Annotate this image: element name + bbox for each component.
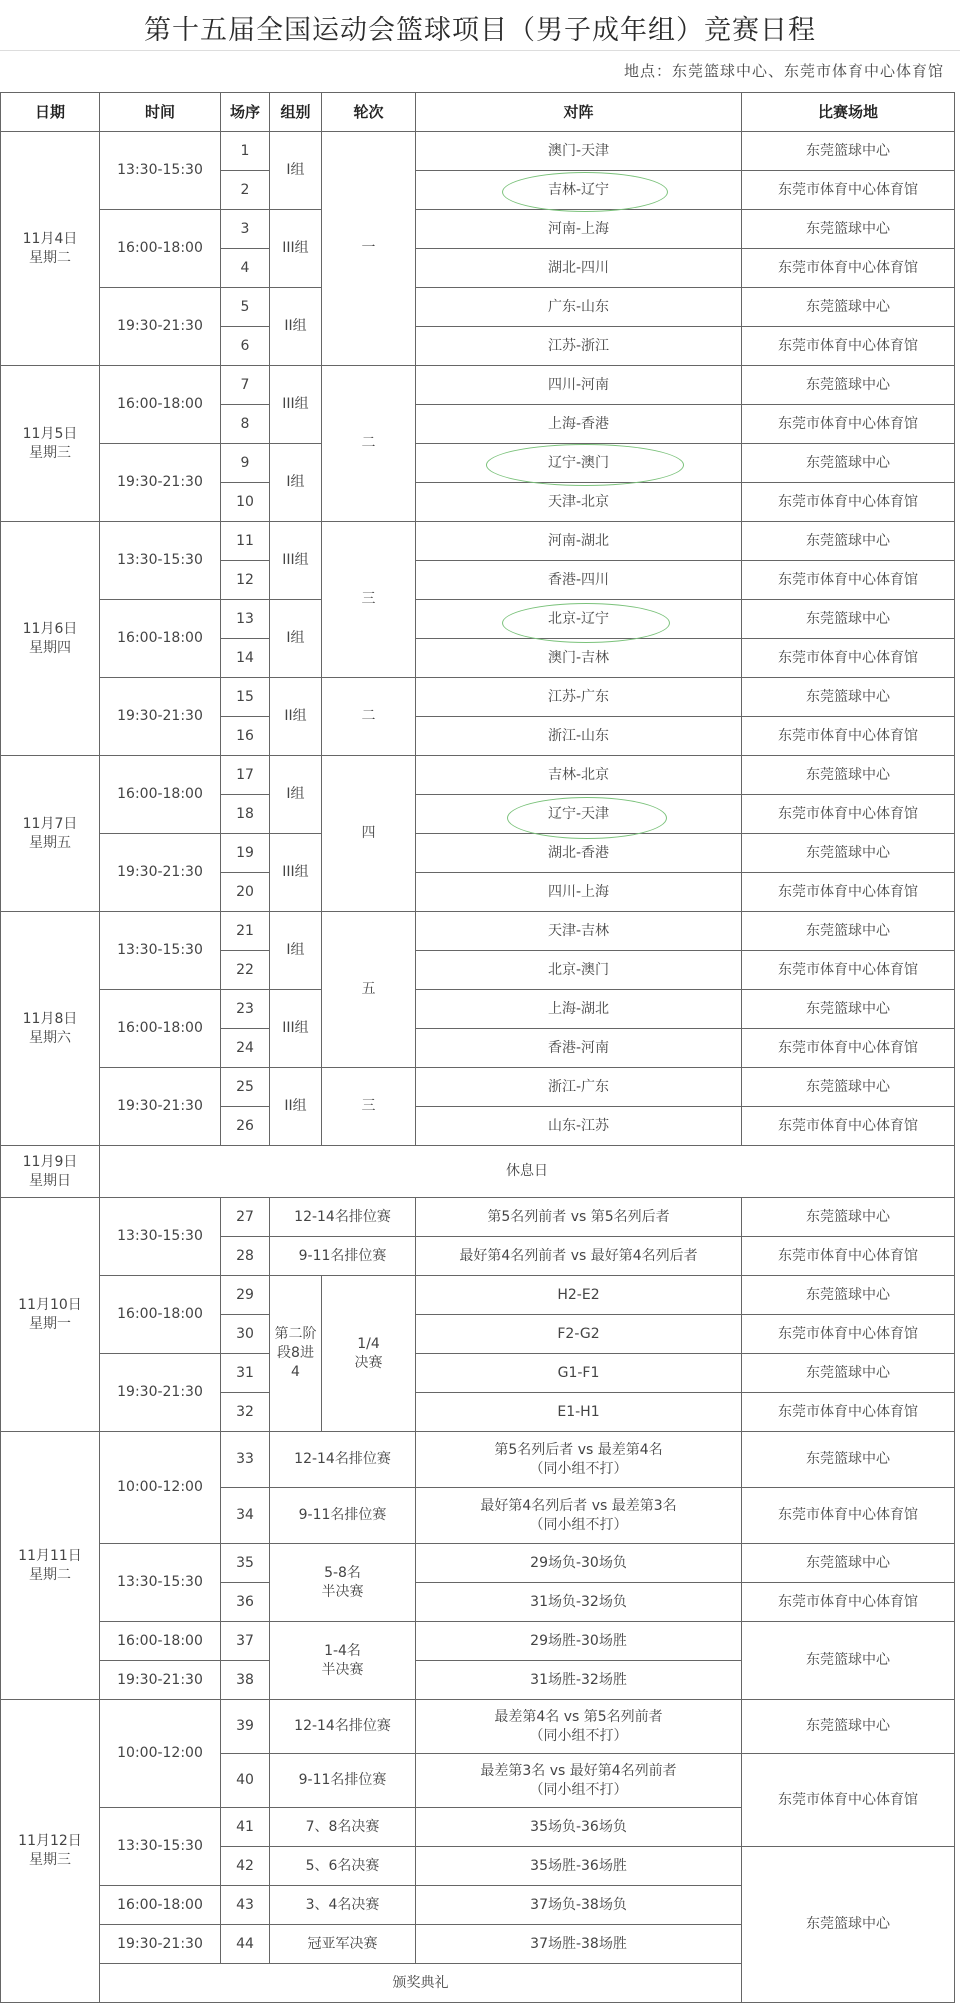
time-cell: 19:30-21:30 [100,678,221,756]
venue: 东莞篮球中心 [742,210,955,249]
col-header-game-no: 场序 [221,93,270,132]
matchup: 湖北-香港 [416,834,742,873]
matchup: 香港-河南 [416,1029,742,1068]
venue: 东莞市体育中心体育馆 [742,171,955,210]
table-row [1,366,955,405]
group-cell: III组 [270,210,322,288]
time-cell: 19:30-21:30 [100,288,221,366]
final-label: 冠亚军决赛 [270,1925,416,1964]
placement-label: 12-14名排位赛 [270,1198,416,1237]
time-cell: 16:00-18:00 [100,210,221,288]
game-no: 4 [221,249,270,288]
table-row [1,678,955,717]
game-no: 40 [221,1754,270,1808]
matchup: 上海-湖北 [416,990,742,1029]
round-cell: 三 [322,1068,416,1146]
matchup: 37场负-38场负 [416,1886,742,1925]
date-cell: 11月12日 星期三 [1,1700,100,2003]
game-no: 32 [221,1393,270,1432]
matchup: 吉林-北京 [416,756,742,795]
game-no: 21 [221,912,270,951]
time-cell: 13:30-15:30 [100,1808,221,1886]
venue: 东莞篮球中心 [742,1198,955,1237]
col-header-round: 轮次 [322,93,416,132]
game-no: 8 [221,405,270,444]
game-no: 35 [221,1544,270,1583]
time-cell: 19:30-21:30 [100,1068,221,1146]
table-row [1,210,955,249]
time-cell: 16:00-18:00 [100,366,221,444]
time-cell: 19:30-21:30 [100,834,221,912]
group-cell: III组 [270,990,322,1068]
venue: 东莞市体育中心体育馆 [742,561,955,600]
time-cell: 13:30-15:30 [100,1198,221,1276]
game-no: 37 [221,1622,270,1661]
venue: 东莞市体育中心体育馆 [742,1583,955,1622]
matchup: 吉林-辽宁 [416,171,742,210]
col-header-venue: 比赛场地 [742,93,955,132]
table-row [1,1622,955,1661]
matchup: 天津-吉林 [416,912,742,951]
table-row [1,132,955,171]
group-cell: II组 [270,678,322,756]
placement-label: 12-14名排位赛 [270,1432,416,1488]
game-no: 31 [221,1354,270,1393]
venue: 东莞市体育中心体育馆 [742,483,955,522]
venue: 东莞市体育中心体育馆 [742,249,955,288]
time-cell: 16:00-18:00 [100,1622,221,1661]
venue: 东莞篮球中心 [742,444,955,483]
matchup: 31场负-32场负 [416,1583,742,1622]
matchup: 河南-湖北 [416,522,742,561]
matchup: 江苏-广东 [416,678,742,717]
matchup: 第5名列前者 vs 第5名列后者 [416,1198,742,1237]
placement-label: 12-14名排位赛 [270,1700,416,1754]
final-label: 5、6名决赛 [270,1847,416,1886]
placement-label: 9-11名排位赛 [270,1237,416,1276]
game-no: 2 [221,171,270,210]
time-cell: 19:30-21:30 [100,444,221,522]
venue: 东莞市体育中心体育馆 [742,405,955,444]
matchup: 辽宁-澳门 [416,444,742,483]
game-no: 17 [221,756,270,795]
date-cell: 11月8日 星期六 [1,912,100,1146]
group-cell: III组 [270,522,322,600]
venue: 东莞篮球中心 [742,756,955,795]
divider [0,50,960,51]
game-no: 29 [221,1276,270,1315]
game-no: 42 [221,1847,270,1886]
game-no: 6 [221,327,270,366]
venue: 东莞篮球中心 [742,1068,955,1107]
table-row [1,834,955,873]
venue: 东莞市体育中心体育馆 [742,951,955,990]
game-no: 11 [221,522,270,561]
round-cell: 一 [322,132,416,366]
matchup: 35场负-36场负 [416,1808,742,1847]
game-no: 43 [221,1886,270,1925]
game-no: 27 [221,1198,270,1237]
time-cell: 16:00-18:00 [100,600,221,678]
location-text: 地点：东莞篮球中心、东莞市体育中心体育馆 [623,62,944,80]
table-row [1,1354,955,1393]
semifinal-label: 5-8名 半决赛 [270,1544,416,1622]
game-no: 13 [221,600,270,639]
time-cell: 16:00-18:00 [100,756,221,834]
game-no: 28 [221,1237,270,1276]
time-cell: 13:30-15:30 [100,132,221,210]
table-row [1,1544,955,1583]
page-title: 第十五届全国运动会篮球项目（男子成年组）竞赛日程 [144,15,816,46]
matchup: H2-E2 [416,1276,742,1315]
venue: 东莞市体育中心体育馆 [742,1754,955,1847]
game-no: 5 [221,288,270,327]
venue: 东莞篮球中心 [742,1622,955,1700]
game-no: 14 [221,639,270,678]
time-cell: 16:00-18:00 [100,1886,221,1925]
time-cell: 19:30-21:30 [100,1925,221,1964]
matchup: 浙江-广东 [416,1068,742,1107]
venue: 东莞市体育中心体育馆 [742,1029,955,1068]
date-cell: 11月5日 星期三 [1,366,100,522]
game-no: 12 [221,561,270,600]
game-no: 16 [221,717,270,756]
venue: 东莞市体育中心体育馆 [742,1107,955,1146]
table-row [1,1432,955,1488]
venue: 东莞市体育中心体育馆 [742,1315,955,1354]
game-no: 33 [221,1432,270,1488]
round-cell: 三 [322,522,416,678]
matchup: 最差第4名 vs 第5名列前者 （同小组不打） [416,1700,742,1754]
round-cell: 五 [322,912,416,1068]
game-no: 7 [221,366,270,405]
group-cell: I组 [270,756,322,834]
placement-label: 9-11名排位赛 [270,1488,416,1544]
matchup: 最差第3名 vs 最好第4名列前者 （同小组不打） [416,1754,742,1808]
final-label: 3、4名决赛 [270,1886,416,1925]
matchup: 31场胜-32场胜 [416,1661,742,1700]
venue: 东莞市体育中心体育馆 [742,327,955,366]
table-row [1,522,955,561]
venue: 东莞市体育中心体育馆 [742,1237,955,1276]
venue: 东莞市体育中心体育馆 [742,1393,955,1432]
venue: 东莞市体育中心体育馆 [742,795,955,834]
table-row [1,912,955,951]
matchup: 北京-辽宁 [416,600,742,639]
matchup: 29场负-30场负 [416,1544,742,1583]
matchup: 广东-山东 [416,288,742,327]
group-cell: II组 [270,288,322,366]
game-no: 39 [221,1700,270,1754]
venue: 东莞篮球中心 [742,834,955,873]
table-row [1,1068,955,1107]
table-row [1,288,955,327]
col-header-matchup: 对阵 [416,93,742,132]
round-cell: 四 [322,756,416,912]
matchup: 35场胜-36场胜 [416,1847,742,1886]
matchup: 香港-四川 [416,561,742,600]
semifinal-label: 1-4名 半决赛 [270,1622,416,1700]
matchup: 澳门-吉林 [416,639,742,678]
table-row [1,756,955,795]
group-cell: I组 [270,912,322,990]
group-cell: III组 [270,834,322,912]
game-no: 19 [221,834,270,873]
matchup: G1-F1 [416,1354,742,1393]
date-cell: 11月4日 星期二 [1,132,100,366]
game-no: 18 [221,795,270,834]
date-cell: 11月10日 星期一 [1,1198,100,1432]
time-cell: 10:00-12:00 [100,1432,221,1544]
matchup: 最好第4名列后者 vs 最差第3名 （同小组不打） [416,1488,742,1544]
venue: 东莞篮球中心 [742,990,955,1029]
game-no: 22 [221,951,270,990]
game-no: 20 [221,873,270,912]
placement-label: 9-11名排位赛 [270,1754,416,1808]
venue: 东莞篮球中心 [742,132,955,171]
group-cell: I组 [270,132,322,210]
matchup: 37场胜-38场胜 [416,1925,742,1964]
col-header-group: 组别 [270,93,322,132]
venue: 东莞市体育中心体育馆 [742,717,955,756]
matchup: 29场胜-30场胜 [416,1622,742,1661]
time-cell: 19:30-21:30 [100,1661,221,1700]
time-cell: 16:00-18:00 [100,1276,221,1354]
table-row [1,444,955,483]
venue: 东莞市体育中心体育馆 [742,1488,955,1544]
date-cell: 11月6日 星期四 [1,522,100,756]
matchup: 辽宁-天津 [416,795,742,834]
game-no: 41 [221,1808,270,1847]
time-cell: 13:30-15:30 [100,912,221,990]
game-no: 26 [221,1107,270,1146]
venue: 东莞篮球中心 [742,1354,955,1393]
round-label: 1/4 决赛 [322,1276,416,1432]
table-row [1,990,955,1029]
venue: 东莞篮球中心 [742,1276,955,1315]
venue: 东莞篮球中心 [742,522,955,561]
matchup: 北京-澳门 [416,951,742,990]
date-cell: 11月11日 星期二 [1,1432,100,1700]
game-no: 1 [221,132,270,171]
game-no: 34 [221,1488,270,1544]
matchup: 四川-河南 [416,366,742,405]
time-cell: 16:00-18:00 [100,990,221,1068]
matchup: 天津-北京 [416,483,742,522]
date-cell: 11月7日 星期五 [1,756,100,912]
group-cell: I组 [270,444,322,522]
venue: 东莞篮球中心 [742,1432,955,1488]
matchup: 河南-上海 [416,210,742,249]
watermark [112,1966,204,1992]
table-row [1,1276,955,1315]
matchup: 湖北-四川 [416,249,742,288]
venue: 东莞篮球中心 [742,1700,955,1754]
rest-day: 休息日 [100,1146,955,1198]
game-no: 24 [221,1029,270,1068]
venue: 东莞篮球中心 [742,912,955,951]
group-cell: III组 [270,366,322,444]
matchup: 四川-上海 [416,873,742,912]
time-cell: 19:30-21:30 [100,1354,221,1432]
table-header-row [1,93,955,132]
table-row [1,1146,955,1198]
venue: 东莞篮球中心 [742,366,955,405]
round-cell: 二 [322,366,416,522]
game-no: 30 [221,1315,270,1354]
table-row [1,600,955,639]
stage-label: 第二阶 段8进 4 [270,1276,322,1432]
col-header-time: 时间 [100,93,221,132]
date-cell: 11月9日 星期日 [1,1146,100,1198]
group-cell: II组 [270,1068,322,1146]
game-no: 10 [221,483,270,522]
game-no: 3 [221,210,270,249]
matchup: 江苏-浙江 [416,327,742,366]
round-cell: 二 [322,678,416,756]
table-row [1,1700,955,1754]
venue: 东莞篮球中心 [742,1847,955,2003]
matchup: 浙江-山东 [416,717,742,756]
game-no: 44 [221,1925,270,1964]
matchup: 最好第4名列前者 vs 最好第4名列后者 [416,1237,742,1276]
time-cell: 13:30-15:30 [100,1544,221,1622]
game-no: 23 [221,990,270,1029]
time-cell: 10:00-12:00 [100,1700,221,1808]
game-no: 38 [221,1661,270,1700]
group-cell: I组 [270,600,322,678]
game-no: 25 [221,1068,270,1107]
matchup: F2-G2 [416,1315,742,1354]
final-label: 7、8名决赛 [270,1808,416,1847]
game-no: 9 [221,444,270,483]
game-no: 36 [221,1583,270,1622]
venue: 东莞篮球中心 [742,288,955,327]
matchup: 上海-香港 [416,405,742,444]
matchup: 第5名列后者 vs 最差第4名 （同小组不打） [416,1432,742,1488]
col-header-date: 日期 [1,93,100,132]
time-cell: 13:30-15:30 [100,522,221,600]
venue: 东莞篮球中心 [742,678,955,717]
matchup: 山东-江苏 [416,1107,742,1146]
venue: 东莞篮球中心 [742,1544,955,1583]
venue: 东莞市体育中心体育馆 [742,639,955,678]
matchup: 澳门-天津 [416,132,742,171]
ceremony-cell: 颁奖典礼 [100,1964,742,2003]
table-row [1,1198,955,1237]
venue: 东莞篮球中心 [742,600,955,639]
venue: 东莞市体育中心体育馆 [742,873,955,912]
game-no: 15 [221,678,270,717]
schedule-table [0,92,955,2003]
matchup: E1-H1 [416,1393,742,1432]
